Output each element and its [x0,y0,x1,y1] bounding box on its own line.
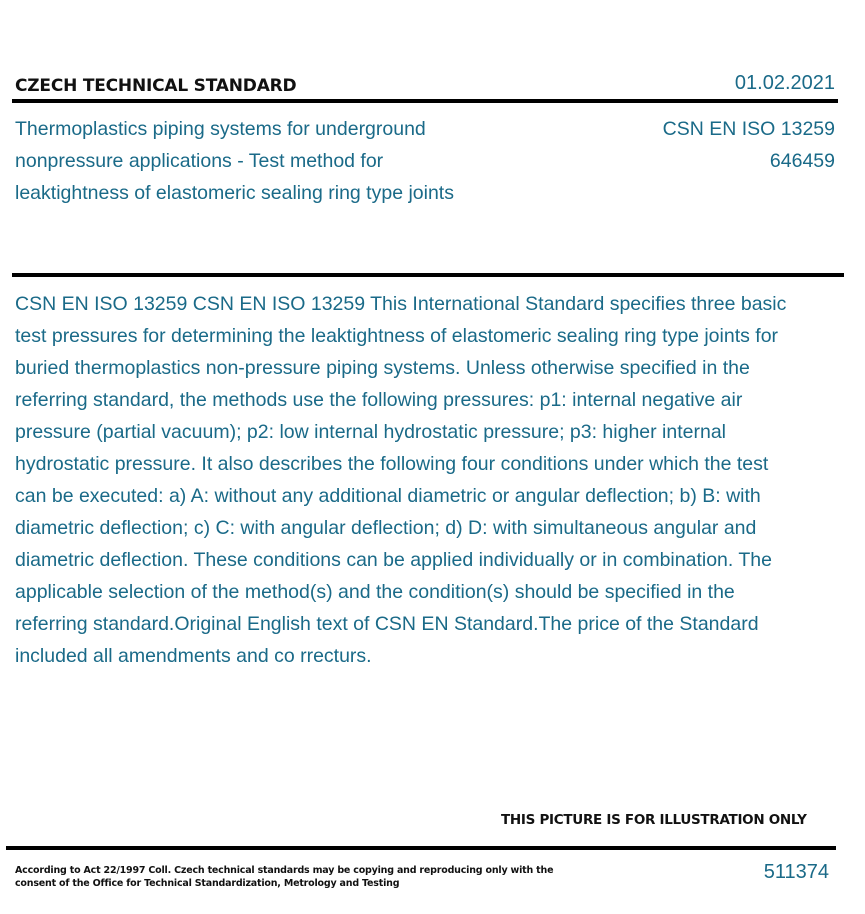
publication-date: 01.02.2021 [734,72,835,94]
catalog-number: 511374 [763,861,829,883]
legal-notice: According to Act 22/1997 Coll. Czech technical standards may be copying and reproducing only with the consent of the Office for Technical Standardization, Metrology and Testing [15,865,554,889]
standard-title: Thermoplastics piping systems for underground nonpressure applications - Test method for leaktightness of elastomeric sealing ring type joints [15,118,454,204]
section-divider [12,273,844,277]
document-type-label: CZECH TECHNICAL STANDARD [15,76,297,96]
standard-abstract: CSN EN ISO 13259 CSN EN ISO 13259 This International Standard specifies three basic test pressures for determining the leaktightness of elastomeric sealing ring type joints for buried thermoplastics non-pressure piping systems. Unless otherwise specified in the referring standard, the methods use the following pressures: p1: internal negative air pressure (partial vacuum); p2: low internal hydrostatic pressure; p3: higher internal hydrostatic pressure. It also describes the following four conditions under which the test can be executed: a) A: without any additional diametric or angular deflection; b) B: with diametric deflection; c) C: with angular deflection; d) D: with simultaneous angular and diametric deflection. These conditions can be applied individually or in combination. The applicable selection of the method(s) and the condition(s) should be specified in the referring standard.Original English text of CSN EN Standard.The price of the Standard included all amendments and co rrecturs. [15,293,787,667]
standard-number: 646459 [769,150,835,172]
standard-code: CSN EN ISO 13259 [662,118,835,140]
header-divider [12,99,838,103]
illustration-disclaimer: THIS PICTURE IS FOR ILLUSTRATION ONLY [501,812,807,828]
footer-divider [6,846,836,850]
